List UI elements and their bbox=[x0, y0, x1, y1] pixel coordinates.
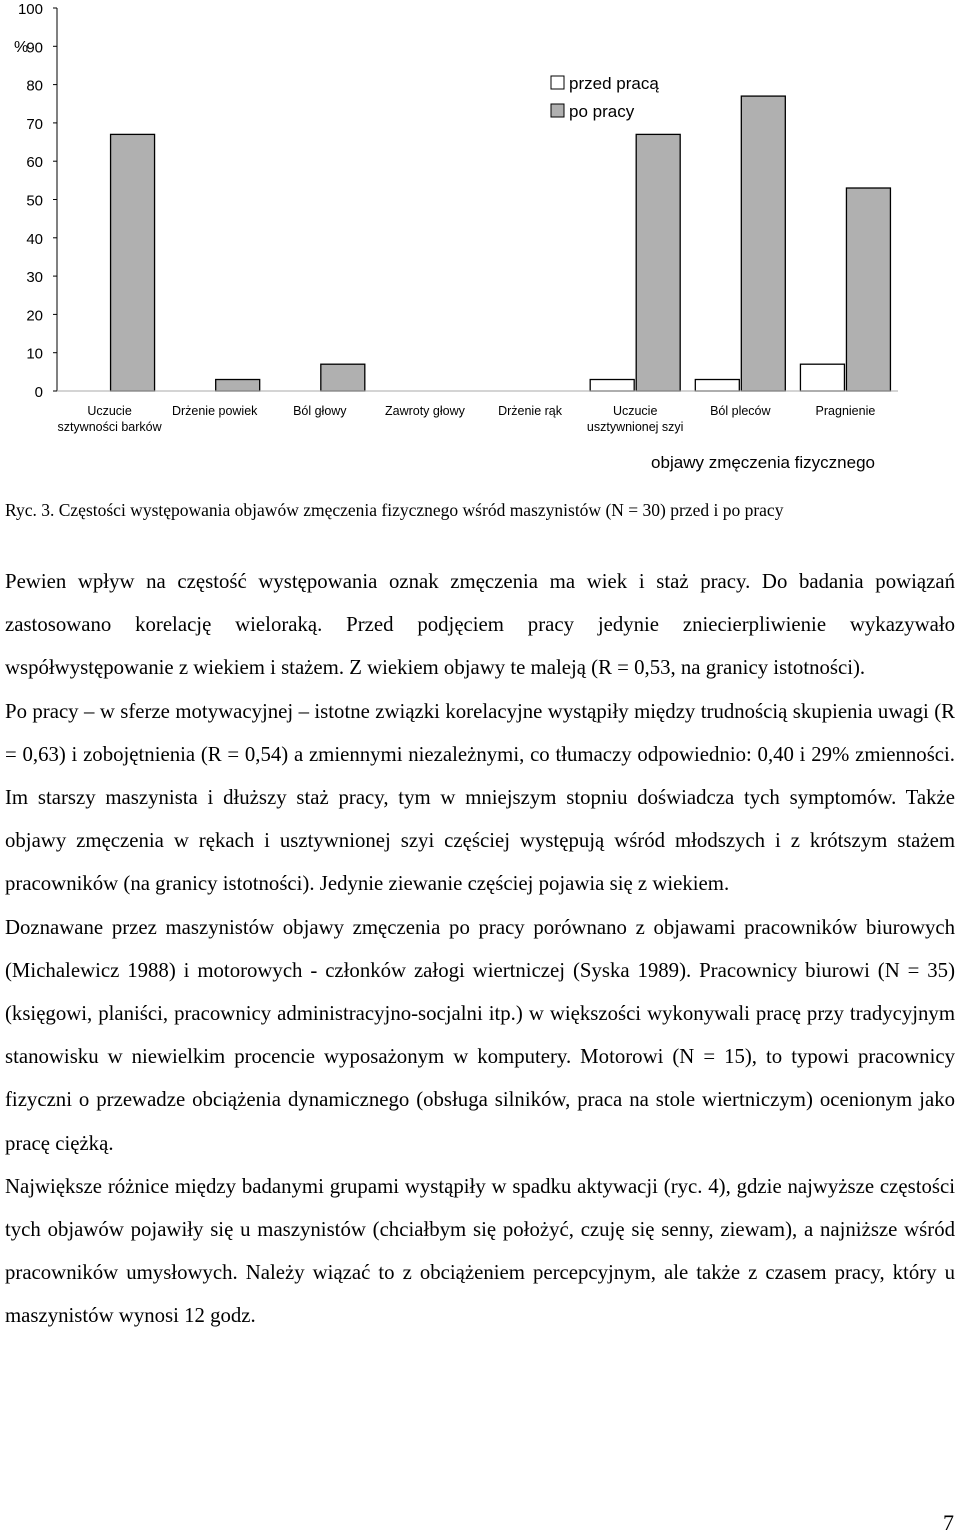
y-axis-label: % bbox=[14, 39, 29, 56]
x-tick-label bbox=[172, 404, 258, 418]
figure-caption: Ryc. 3. Częstości występowania objawów zmęczenia fizycznego wśród maszynistów (N = 30) przed i po pracy bbox=[5, 500, 784, 520]
bar-before-work bbox=[590, 380, 634, 391]
x-tick-label-line: Uczucie bbox=[87, 404, 132, 418]
y-tick-label: 30 bbox=[26, 269, 43, 287]
x-tick-label bbox=[57, 404, 162, 434]
y-tick-label: 20 bbox=[26, 307, 43, 325]
x-tick-label-line: usztywnionej szyi bbox=[586, 420, 684, 434]
x-tick-label bbox=[587, 404, 684, 434]
y-tick-label: 60 bbox=[26, 154, 43, 172]
y-tick-label: 100 bbox=[17, 1, 43, 18]
x-tick-label-line: Ból głowy bbox=[293, 404, 347, 418]
x-tick-label-line: Uczucie bbox=[612, 404, 658, 418]
bar-before-work bbox=[800, 364, 844, 391]
y-tick-label: 40 bbox=[26, 230, 43, 248]
body-text bbox=[5, 560, 955, 1338]
bar-after-work bbox=[216, 380, 260, 391]
paragraph: Pewien wpływ na częstość występowania oznak zmęczenia ma wiek i staż pracy. Do badania powiązań zastosowano korelację wieloraką. Przed podjęciem pracy jedynie zniecierpliwienie wykazywało współwystępowanie z wiekiem i stażem. Z wiekiem objawy te maleją (R = 0,53, na granicy istotności). bbox=[5, 570, 955, 680]
x-axis bbox=[57, 391, 898, 434]
x-tick-label-line: Pragnienie bbox=[815, 404, 876, 418]
bar-before-work bbox=[695, 380, 739, 391]
paragraph: Po pracy – w sferze motywacyjnej – istotne związki korelacyjne wystąpiły między trudnością skupienia uwagi (R = 0,63) i zobojętnienia (R = 0,54) a zmiennymi niezależnymi, co tłumaczy odpowiednio: 0,40 i 29% zmienności. Im starszy maszynista i dłuższy staż pracy, tym w mniejszym stopniu doświadcza tych symptomów. Także objawy zmęczenia w rękach i usztywnionej szyi częściej występują wśród młodszych i z krótszym stażem pracowników (na granicy istotności). Jedynie ziewanie częściej pojawia się z wiekiem. bbox=[5, 699, 955, 896]
y-tick-label: 90 bbox=[26, 39, 43, 57]
x-tick-label bbox=[385, 404, 466, 418]
legend-label: po pracy bbox=[569, 102, 635, 121]
paragraph: Doznawane przez maszynistów objawy zmęczenia po pracy porównano z objawami pracowników biurowych (Michalewicz 1988) i motorowych - członków załogi wiertniczej (Syska 1989). Pracownicy biurowi (N = 35) (księgowi, planiści, pracownicy administracyjno-socjalni itp.) w większości wykonywali pracę przy tradycyjnym stanowisku w niewielkim procencie wyposażonym w komputery. Motorowi (N = 15), to typowi pracownicy fizyczni o przewadze obciążenia dynamicznego (obsługa silników, praca na stole wiertniczym) ocenionym jako pracę ciężką. bbox=[5, 915, 955, 1155]
legend-swatch bbox=[551, 104, 564, 117]
y-axis bbox=[18, 1, 57, 401]
bar-after-work bbox=[321, 364, 365, 391]
y-tick-label: 50 bbox=[26, 192, 43, 210]
x-tick-label-line: Drżenie powiek bbox=[171, 404, 258, 418]
bar-after-work bbox=[636, 134, 680, 391]
paragraph: Największe różnice między badanymi grupami wystąpiły w spadku aktywacji (ryc. 4), gdzie najwyższe częstości tych objawów pojawiły się u maszynistów (chciałbym się położyć, czuję się senny, ziewam), a najniższe wśród pracowników umysłowych. Należy wiązać to z obciążeniem percepcyjnym, ale także z czasem pracy, który u maszynistów wynosi 12 godz. bbox=[5, 1174, 955, 1328]
x-tick-label-line: sztywności barków bbox=[57, 420, 162, 434]
bar-after-work bbox=[111, 134, 155, 391]
x-tick-label bbox=[816, 404, 876, 418]
bar-after-work bbox=[741, 96, 785, 391]
legend-swatch bbox=[551, 76, 564, 89]
y-tick-label: 10 bbox=[26, 345, 43, 363]
y-tick-label: 80 bbox=[26, 77, 43, 95]
bar-chart bbox=[0, 0, 960, 480]
x-tick-label-line: Zawroty głowy bbox=[384, 404, 465, 418]
legend bbox=[551, 74, 659, 121]
x-axis-title: objawy zmęczenia fizycznego bbox=[651, 453, 875, 472]
legend-label: przed pracą bbox=[569, 74, 659, 93]
y-tick-label: 0 bbox=[34, 384, 43, 401]
x-tick-label-line: Drżenie rąk bbox=[498, 404, 563, 418]
x-tick-label bbox=[293, 404, 347, 418]
page-number: 7 bbox=[943, 1510, 954, 1535]
x-tick-label bbox=[498, 404, 563, 418]
x-tick-label-line: Ból pleców bbox=[710, 404, 771, 418]
y-tick-label: 70 bbox=[26, 115, 43, 133]
x-tick-label bbox=[710, 404, 771, 418]
bar-after-work bbox=[846, 188, 890, 391]
bars bbox=[111, 96, 891, 391]
